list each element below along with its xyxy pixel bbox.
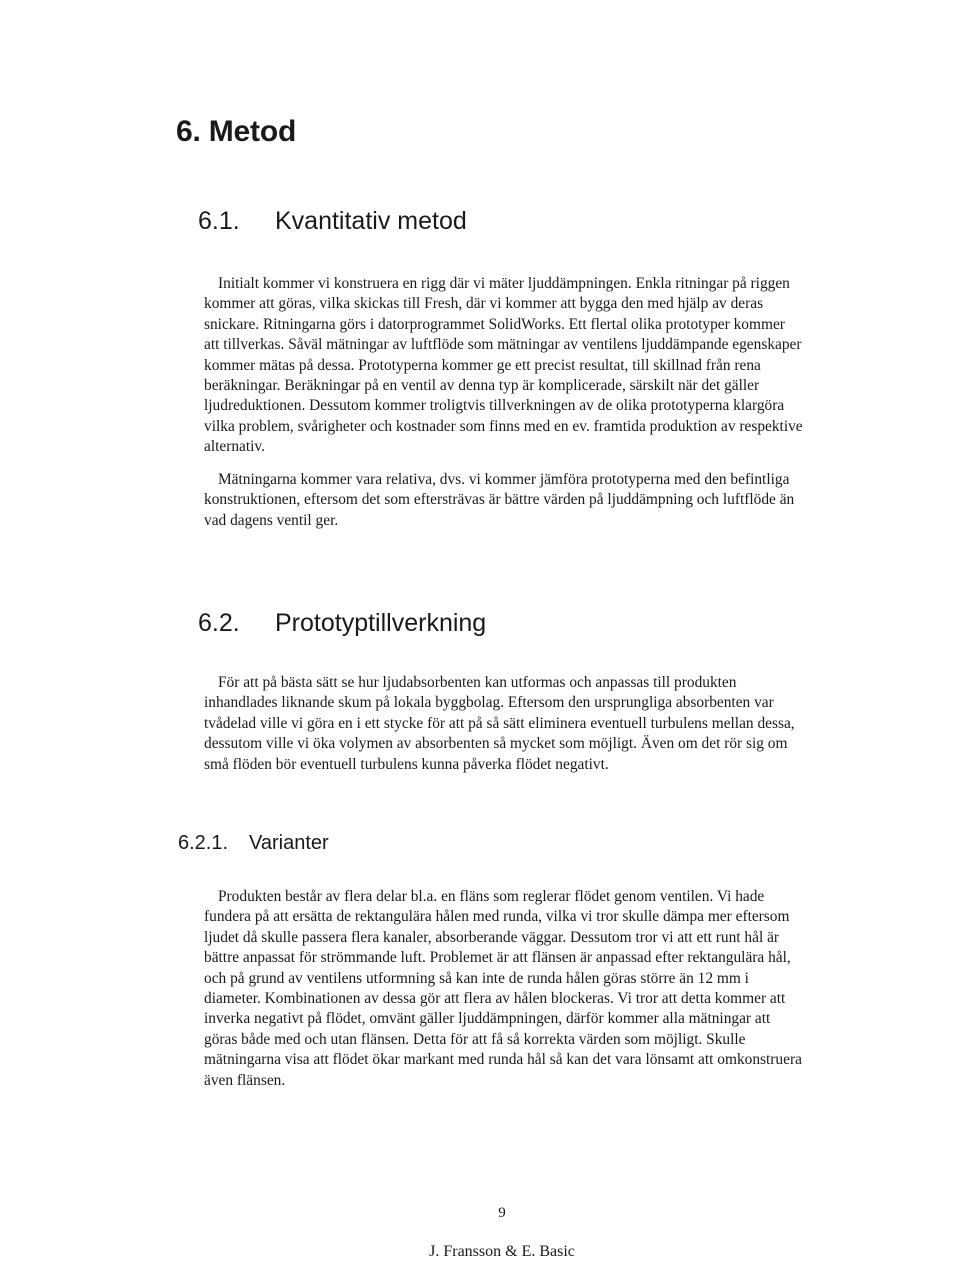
paragraph-kvantitativ-1: Initialt kommer vi konstruera en rigg där vi mäter ljuddämpningen. Enkla ritningar på riggen kommer att göras, vilka skickas till Fresh, där vi kommer att bygga den med hjälp av deras snickare. Ritningarna görs i datorprogrammet SolidWorks. Ett flertal olika prototyper kommer att tillverkas. Såväl mätningar av luftflöde som mätningar av ventilens ljuddämpande egenskaper kommer mätas på dessa. Prototyperna kommer ge ett precist resultat, till skillnad från rena beräkningar. Beräkningar på en ventil av denna typ är komplicerade, särskilt när det gäller ljudreduktionen. Dessutom kommer troligtvis tillverkningen av de olika prototyperna klargöra vilka problem, svårigheter och kostnader som finns med en ev. framtida produktion av respektive alternativ. <box>204 275 803 456</box>
page-number: 9 <box>498 1205 506 1221</box>
paragraph-prototyptillverkning: För att på bästa sätt se hur ljudabsorbenten kan utformas och anpassas till produkten inhandlades liknande skum på lokala byggbolag. Eftersom den ursprungliga absorbenten var tvådelad ville vi göra en i ett stycke för att på så sätt eliminera eventuell turbulens mellan dessa, dessutom ville vi öka volymen av absorbenten så mycket som möjligt. Även om det rör sig om små flöden bör eventuell turbulens kunna påverka flödet negativt. <box>204 674 795 773</box>
subsection-title: Varianter <box>249 832 329 854</box>
section-title: Prototyptillverkning <box>275 609 487 637</box>
subsection-heading-varianter <box>178 831 329 855</box>
section-title: Kvantitativ metod <box>275 207 467 235</box>
subsection-number: 6.2.1. <box>178 832 229 854</box>
section-number: 6.2. <box>198 609 240 637</box>
chapter-heading: 6. Metod <box>176 115 297 148</box>
paragraph-varianter: Produkten består av flera delar bl.a. en fläns som reglerar flödet genom ventilen. Vi hade fundera på att ersätta de rektangulära hålen med runda, vilka vi tror skulle dämpa mer eftersom ljudet då skulle passera flera kanaler, absorberande väggar. Dessutom tror vi att ett runt hål är bättre anpassat för strömmande luft. Problemet är att flänsen är anpassad efter rektangulära hål, och på grund av ventilens utformning så kan inte de runda hålen göras större än 12 mm i diameter. Kombinationen av dessa gör att flera av hålen blockeras. Vi tror att detta kommer att inverka negativt på flödet, omvänt gäller ljuddämpningen, därför kommer alla mätningar att göras både med och utan flänsen. Detta för att få så korrekta värden som möjligt. Skulle mätningarna visa att flödet ökar markant med runda hål så kan det vara lönsamt att omkonstruera även flänsen. <box>204 888 802 1089</box>
section-heading-kvantitativ-metod <box>198 206 467 236</box>
footer-authors: J. Fransson & E. Basic <box>429 1243 575 1260</box>
section-number: 6.1. <box>198 207 240 235</box>
paragraph-kvantitativ-2: Mätningarna kommer vara relativa, dvs. vi kommer jämföra prototyperna med den befintliga konstruktionen, eftersom det som eftersträvas är bättre värden på ljuddämpning och luftflöde än vad dagens ventil ger. <box>204 471 795 529</box>
section-heading-prototyptillverkning <box>198 608 486 638</box>
